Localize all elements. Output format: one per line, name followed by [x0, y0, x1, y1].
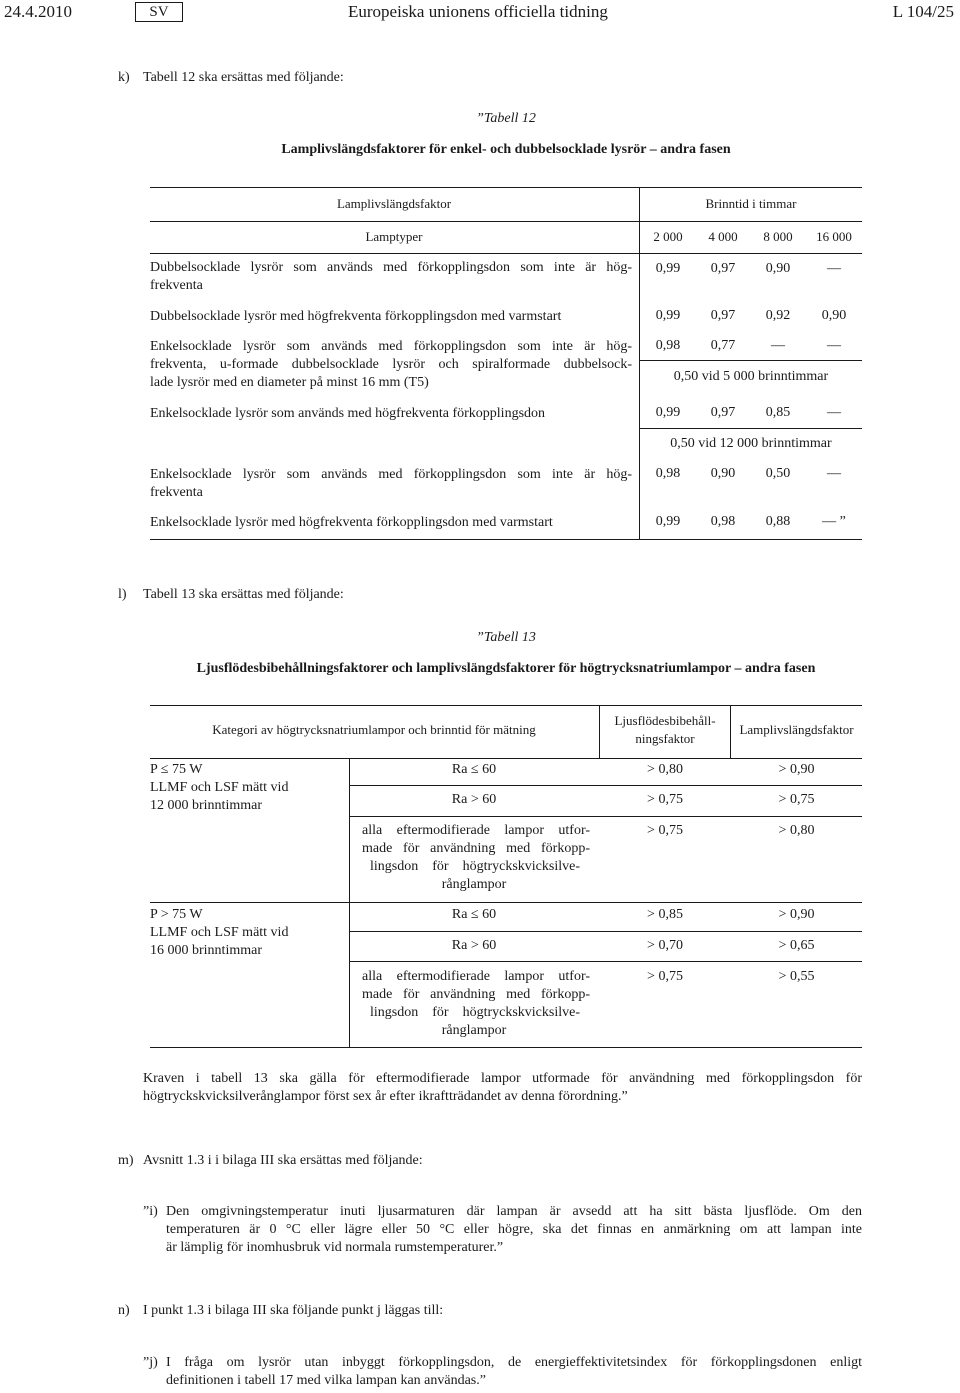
table-row — [150, 466, 632, 484]
table-12-hour: 4 000 — [708, 229, 738, 244]
table-13-type-line: lingsdon för högtryckskvicksilve- — [370, 1005, 580, 1020]
row-label-line: frekventa — [150, 278, 203, 293]
row-value: 0,85 — [765, 405, 791, 420]
item-k-marker: k) — [118, 70, 130, 85]
row-value: 0,99 — [655, 514, 681, 529]
table-13-footnote-line: högtryckskvicksilverånglampor först sex år efter ikraftträdandet av denna förordning.” — [143, 1089, 628, 1104]
table-13-category-line: P ≤ 75 W — [150, 762, 203, 777]
item-l-marker: l) — [118, 587, 127, 602]
table-13-type-line: rånglampor — [441, 1023, 507, 1038]
table-13-caption: ”Tabell 13 — [476, 630, 536, 645]
row-value: — — [827, 466, 841, 481]
item-n-text: I punkt 1.3 i bilaga III ska följande punkt j läggas till: — [143, 1303, 444, 1318]
item-m-text: Avsnitt 1.3 i i bilaga III ska ersättas med följande: — [143, 1153, 423, 1168]
row-label-line: Enkelsocklade lysrör som används med förkopplingsdon som inte är hög- — [150, 339, 632, 354]
table-13-lsf: > 0,90 — [778, 907, 815, 922]
table-13-type: Ra > 60 — [451, 938, 497, 953]
item-n-marker: n) — [118, 1303, 130, 1318]
table-13-category-line: 16 000 brinntimmar — [150, 943, 262, 958]
row-value: 0,88 — [765, 514, 791, 529]
table-13-category-line: LLMF och LSF mätt vid — [150, 780, 289, 795]
item-l-text: Tabell 13 ska ersättas med följande: — [143, 587, 344, 602]
row-value: — — [827, 261, 841, 276]
row-label-line: lade lysrör med en diameter på minst 16 mm (T5) — [150, 375, 429, 390]
table-12-head-left: Lamplivslängdsfaktor — [336, 196, 452, 211]
item-n-sub-line: definitionen i tabell 17 med vilka lampan kan användas.” — [166, 1373, 486, 1388]
row-value: 0,90 — [821, 308, 847, 323]
table-13-llmf: > 0,75 — [647, 792, 683, 807]
table-13-type: Ra ≤ 60 — [451, 762, 497, 777]
table-12-head-right: Brinntid i timmar — [705, 196, 797, 211]
row-value: 0,50 — [765, 466, 791, 481]
item-m-sub-line: temperaturen är 0 °C eller lägre eller 50 °C eller högre, ska det finnas en anmärkning om att lampan inte — [166, 1222, 862, 1237]
row-value: — — [771, 338, 785, 353]
table-13-type: Ra > 60 — [451, 792, 497, 807]
table-12-hour: 16 000 — [816, 229, 852, 244]
table-13-llmf: > 0,70 — [647, 938, 683, 953]
row-value: 0,98 — [710, 514, 736, 529]
row-value: 0,97 — [710, 308, 736, 323]
table-13-llmf: > 0,75 — [647, 823, 683, 838]
table-13-lsf: > 0,65 — [778, 938, 815, 953]
table-13-type-line: alla eftermodifierade lampor utfor- — [362, 969, 590, 984]
table-13-head-llmf-line: ningsfaktor — [635, 731, 695, 746]
table-row — [150, 514, 632, 532]
table-13-llmf: > 0,85 — [647, 907, 683, 922]
table-13-llmf: > 0,80 — [647, 762, 683, 777]
row-value: 0,97 — [710, 261, 736, 276]
table-13-type-line: made för användning med förkopp- — [362, 841, 590, 856]
table-13-head-llmf-line: Ljusflödesbibehåll- — [614, 713, 716, 728]
table-13-type-line: lingsdon för högtryckskvicksilve- — [370, 859, 580, 874]
row-value: 0,98 — [655, 338, 681, 353]
row-value: 0,77 — [710, 338, 736, 353]
row-label-line: frekventa, u-formade dubbelsocklade lysrör och spiralformade dubbelsock- — [150, 357, 632, 372]
table-13-type: Ra ≤ 60 — [451, 907, 497, 922]
table-13-category-line: P > 75 W — [150, 907, 203, 922]
row-label-line: frekventa — [150, 485, 203, 500]
table-12-lamptyper: Lamptyper — [365, 229, 423, 244]
header-language-box: SV — [135, 2, 183, 22]
row-label-line: Dubbelsocklade lysrör som används med förkopplingsdon som inte är hög- — [150, 260, 632, 275]
table-13-head-lsf: Lamplivslängdsfaktor — [739, 722, 854, 737]
table-13-type-line: alla eftermodifierade lampor utfor- — [362, 823, 590, 838]
item-k-text: Tabell 12 ska ersättas med följande: — [143, 70, 344, 85]
table-13-lsf: > 0,80 — [778, 823, 815, 838]
row-label-line: Enkelsocklade lysrör med högfrekventa förkopplingsdon med varmstart — [150, 515, 553, 530]
table-12-hour: 2 000 — [653, 229, 683, 244]
table-12-hour: 8 000 — [763, 229, 793, 244]
table-13-lsf: > 0,90 — [778, 762, 815, 777]
table-row — [150, 259, 632, 277]
table-13-lsf: > 0,75 — [778, 792, 815, 807]
row-value: — — [827, 405, 841, 420]
table-13-footnote-line: Kraven i tabell 13 ska gälla för eftermodifierade lampor utformade för användning med förkopplingsdon för — [143, 1071, 862, 1086]
row-value: 0,92 — [765, 308, 791, 323]
row-value: 0,99 — [655, 405, 681, 420]
row-label-line: Enkelsocklade lysrör som används med förkopplingsdon som inte är hög- — [150, 467, 632, 482]
table-12-caption: ”Tabell 12 — [476, 111, 536, 126]
table-13-head-category: Kategori av högtrycksnatriumlampor och brinntid för mätning — [212, 722, 536, 737]
table-13-type-line: made för användning med förkopp- — [362, 987, 590, 1002]
item-n-sub-line: I fråga om lysrör utan inbyggt förkopplingsdon, de energieffektivitetsindex för förkopplingsdonen enligt — [166, 1355, 862, 1370]
table-row — [150, 405, 632, 423]
table-13-llmf: > 0,75 — [647, 969, 683, 984]
row-value: 0,90 — [710, 466, 736, 481]
table-13-category-line: 12 000 brinntimmar — [150, 798, 262, 813]
row-value: 0,99 — [655, 308, 681, 323]
row-value: — ” — [822, 514, 846, 529]
row-value: — — [827, 338, 841, 353]
item-m-sub-line: är lämplig för inomhusbruk vid normala rumstemperaturer.” — [166, 1240, 504, 1255]
table-13-lsf: > 0,55 — [778, 969, 815, 984]
header-journal-title: Europeiska unionens officiella tidning — [348, 2, 608, 21]
page-header — [0, 2, 960, 26]
table-row — [150, 308, 632, 326]
table-13-category-line: LLMF och LSF mätt vid — [150, 925, 289, 940]
table-12-title: Lamplivslängdsfaktorer för enkel- och dubbelsocklade lysrör – andra fasen — [281, 142, 731, 157]
item-m-sub-line: Den omgivningstemperatur inuti ljusarmaturen där lampan är avsedd att ha sitt bästa ljusflöde. Om den — [166, 1204, 862, 1219]
row-label-line: Enkelsocklade lysrör som används med högfrekventa förkopplingsdon — [150, 406, 546, 421]
row-note: 0,50 vid 5 000 brinntimmar — [673, 369, 829, 384]
row-label-line: Dubbelsocklade lysrör med högfrekventa förkopplingsdon med varmstart — [150, 309, 562, 324]
header-page-number: L 104/25 — [892, 2, 954, 21]
item-m-marker: m) — [118, 1153, 134, 1168]
table-13-type-line: rånglampor — [441, 877, 507, 892]
row-value: 0,99 — [655, 261, 681, 276]
table-row — [150, 338, 632, 356]
table-13-title: Ljusflödesbibehållningsfaktorer och lamplivslängdsfaktorer för högtrycksnatriumlampor – andra fasen — [196, 661, 816, 676]
row-value: 0,97 — [710, 405, 736, 420]
item-m-sub-marker: ”i) — [143, 1204, 158, 1219]
row-note: 0,50 vid 12 000 brinntimmar — [670, 436, 832, 451]
row-value: 0,90 — [765, 261, 791, 276]
item-n-sub-marker: ”j) — [143, 1355, 158, 1370]
header-date: 24.4.2010 — [4, 2, 72, 21]
row-value: 0,98 — [655, 466, 681, 481]
